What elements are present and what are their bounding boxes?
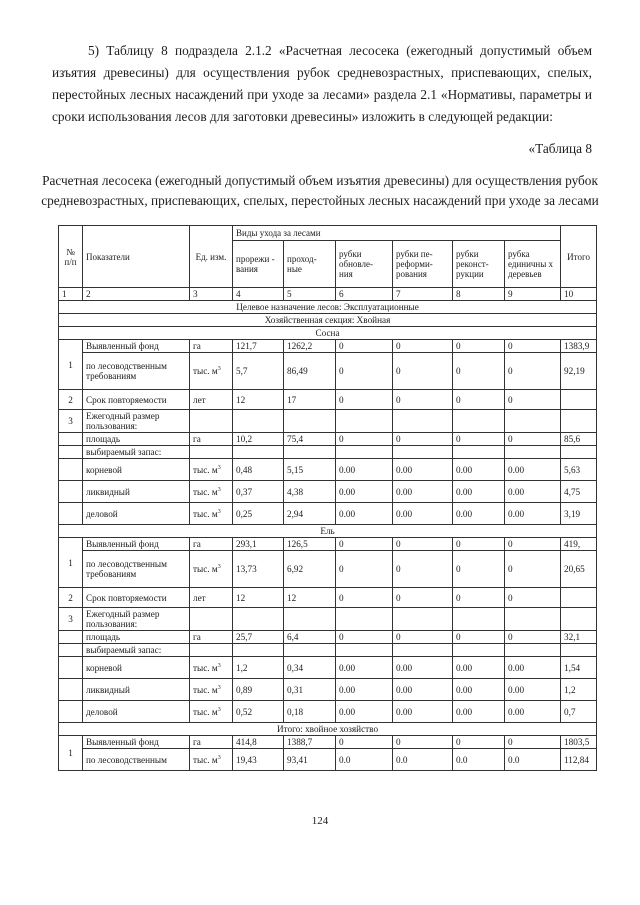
row-number <box>59 631 83 644</box>
table-row <box>59 608 597 631</box>
value-cell: 0 <box>336 433 393 446</box>
value-cell: 0 <box>505 588 561 608</box>
value-cell <box>284 446 336 459</box>
header-types: Виды ухода за лесами <box>233 226 561 241</box>
value-cell: 0.00 <box>505 679 561 701</box>
column-number: 1 <box>59 288 83 301</box>
value-cell: 0.0 <box>336 749 393 771</box>
header-total: Итого <box>561 226 597 288</box>
value-cell: 0.00 <box>393 503 453 525</box>
value-cell: 0 <box>453 588 505 608</box>
value-cell <box>561 390 597 410</box>
value-cell: 0 <box>505 631 561 644</box>
header-reform: рубки пе- реформи- рования <box>393 241 453 288</box>
table-row <box>59 410 597 433</box>
row-number <box>59 679 83 701</box>
row-label: Срок повторяемости <box>83 390 190 410</box>
value-cell: 0 <box>336 588 393 608</box>
value-cell: 0.00 <box>393 701 453 723</box>
value-cell <box>233 446 284 459</box>
table-row <box>59 588 597 608</box>
value-cell: 0 <box>336 390 393 410</box>
value-cell <box>393 608 453 631</box>
value-cell: 0 <box>393 736 453 749</box>
header-renewal: рубки обновле- ния <box>336 241 393 288</box>
column-number: 7 <box>393 288 453 301</box>
value-cell: 0 <box>336 736 393 749</box>
row-unit: тыс. $м^3$ <box>190 679 233 701</box>
value-cell: 0 <box>453 551 505 588</box>
header-single-trees: рубка единичны х деревьев <box>505 241 561 288</box>
value-cell <box>393 644 453 657</box>
row-label: Выявленный фонд <box>83 538 190 551</box>
row-label: выбираемый запас: <box>83 644 190 657</box>
value-cell: 0 <box>336 340 393 353</box>
value-cell: 0 <box>453 340 505 353</box>
table-row <box>59 353 597 390</box>
value-cell: 0.00 <box>336 481 393 503</box>
value-cell: 93,41 <box>284 749 336 771</box>
row-number <box>59 433 83 446</box>
table-row <box>59 644 597 657</box>
value-cell: 0,37 <box>233 481 284 503</box>
row-unit: га <box>190 631 233 644</box>
value-cell <box>453 410 505 433</box>
value-cell: 0 <box>393 390 453 410</box>
table-row <box>59 433 597 446</box>
section-row: Хозяйственная секция: Хвойная <box>59 314 597 327</box>
value-cell: 0 <box>393 340 453 353</box>
table-reference: «Таблица 8 <box>528 141 592 156</box>
row-label: выбираемый запас: <box>83 446 190 459</box>
group-header: Ель <box>59 525 597 538</box>
value-cell: 0.00 <box>336 459 393 481</box>
row-unit: лет <box>190 390 233 410</box>
value-cell: 0.00 <box>453 481 505 503</box>
row-label: Ежегодный размер пользования: <box>83 410 190 433</box>
value-cell: 0.00 <box>453 679 505 701</box>
row-number <box>59 446 83 459</box>
value-cell: 0 <box>453 390 505 410</box>
value-cell: 0 <box>393 588 453 608</box>
allowable-cut-table <box>58 225 597 771</box>
value-cell: 0 <box>505 433 561 446</box>
row-number: 2 <box>59 390 83 410</box>
value-cell: 86,49 <box>284 353 336 390</box>
row-number: 1 <box>59 340 83 390</box>
value-cell <box>233 644 284 657</box>
value-cell <box>393 410 453 433</box>
row-unit: лет <box>190 588 233 608</box>
value-cell: 0 <box>393 551 453 588</box>
table-caption: Расчетная лесосека (ежегодный допустимый объем изъятия древесины) для осуществления рубок средневозрастных, приспевающих, спелых, перестойных лесных насаждений при уходе за лесами <box>41 173 599 208</box>
row-unit: тыс. $м^3$ <box>190 749 233 771</box>
header-passage: проход- ные <box>284 241 336 288</box>
value-cell: 0 <box>393 631 453 644</box>
table-row <box>59 503 597 525</box>
table-row <box>59 538 597 551</box>
value-cell <box>561 410 597 433</box>
row-unit: тыс. $м^3$ <box>190 353 233 390</box>
row-unit: га <box>190 538 233 551</box>
value-cell: 0 <box>505 340 561 353</box>
row-label: по лесоводственным требованиям <box>83 551 190 588</box>
column-number: 5 <box>284 288 336 301</box>
row-number <box>59 701 83 723</box>
value-cell: 0.00 <box>505 657 561 679</box>
value-cell: 0 <box>453 433 505 446</box>
value-cell: 0 <box>505 538 561 551</box>
header-reconstruction: рубки реконст- рукции <box>453 241 505 288</box>
value-cell: 0.00 <box>505 459 561 481</box>
table-row <box>59 459 597 481</box>
value-cell: 0 <box>453 353 505 390</box>
value-cell: 0,25 <box>233 503 284 525</box>
row-unit <box>190 644 233 657</box>
row-number <box>59 481 83 503</box>
value-cell: 1,2 <box>561 679 597 701</box>
value-cell <box>505 410 561 433</box>
value-cell <box>233 410 284 433</box>
value-cell: 112,84 <box>561 749 597 771</box>
row-unit: тыс. $м^3$ <box>190 657 233 679</box>
header-thinning: прорежи - вания <box>233 241 284 288</box>
row-unit <box>190 446 233 459</box>
value-cell: 1,2 <box>233 657 284 679</box>
value-cell: 0,89 <box>233 679 284 701</box>
value-cell: 0 <box>393 433 453 446</box>
value-cell: 0.00 <box>393 481 453 503</box>
column-number: 8 <box>453 288 505 301</box>
value-cell <box>336 446 393 459</box>
row-unit: га <box>190 340 233 353</box>
row-label: корневой <box>83 459 190 481</box>
table-row <box>59 631 597 644</box>
value-cell: 0 <box>505 736 561 749</box>
value-cell: 0.0 <box>393 749 453 771</box>
value-cell <box>284 608 336 631</box>
value-cell: 0,31 <box>284 679 336 701</box>
value-cell: 0.00 <box>336 657 393 679</box>
row-label: корневой <box>83 657 190 679</box>
table-row <box>59 736 597 749</box>
row-unit: тыс. $м^3$ <box>190 503 233 525</box>
value-cell: 0,34 <box>284 657 336 679</box>
value-cell: 0.0 <box>453 749 505 771</box>
value-cell: 0 <box>453 631 505 644</box>
value-cell: 0 <box>453 736 505 749</box>
value-cell <box>505 644 561 657</box>
value-cell: 0 <box>336 551 393 588</box>
value-cell <box>505 446 561 459</box>
table-row <box>59 657 597 679</box>
row-label: Выявленный фонд <box>83 736 190 749</box>
row-unit <box>190 410 233 433</box>
value-cell: 17 <box>284 390 336 410</box>
table-row <box>59 390 597 410</box>
value-cell: 6,4 <box>284 631 336 644</box>
value-cell: 85,6 <box>561 433 597 446</box>
value-cell <box>284 644 336 657</box>
value-cell: 126,5 <box>284 538 336 551</box>
value-cell: 0.00 <box>453 701 505 723</box>
value-cell <box>336 644 393 657</box>
value-cell: 0.00 <box>453 503 505 525</box>
value-cell: 0 <box>505 390 561 410</box>
row-number <box>59 644 83 657</box>
row-number: 1 <box>59 538 83 588</box>
value-cell: 75,4 <box>284 433 336 446</box>
value-cell: 0 <box>393 538 453 551</box>
row-label: Выявленный фонд <box>83 340 190 353</box>
value-cell: 0.00 <box>505 503 561 525</box>
value-cell: 0.00 <box>453 657 505 679</box>
intro-text: 5) Таблицу 8 подраздела 2.1.2 «Расчетная лесосека (ежегодный допустимый объем изъятия древесины) для осуществления рубок средневозрастных, приспевающих, спелых, перестойных лесных насаждений при уходе за лесами» раздела 2.1 «Нормативы, параметры и сроки использования лесов для заготовки древесины» изложить в следующей редакции: <box>52 43 592 124</box>
value-cell: 3,19 <box>561 503 597 525</box>
value-cell: 0 <box>336 538 393 551</box>
value-cell <box>336 608 393 631</box>
row-number <box>59 657 83 679</box>
value-cell <box>233 608 284 631</box>
row-label: по лесоводственным <box>83 749 190 771</box>
row-number: 2 <box>59 588 83 608</box>
value-cell <box>393 446 453 459</box>
value-cell: 25,7 <box>233 631 284 644</box>
row-unit: га <box>190 433 233 446</box>
value-cell: 1262,2 <box>284 340 336 353</box>
row-unit: га <box>190 736 233 749</box>
value-cell: 0,7 <box>561 701 597 723</box>
value-cell: 0,52 <box>233 701 284 723</box>
value-cell: 20,65 <box>561 551 597 588</box>
value-cell <box>561 608 597 631</box>
row-label: Ежегодный размер пользования: <box>83 608 190 631</box>
page-number: 124 <box>311 815 329 827</box>
row-label: ликвидный <box>83 679 190 701</box>
row-unit: тыс. $м^3$ <box>190 481 233 503</box>
row-label: площадь <box>83 631 190 644</box>
value-cell <box>453 644 505 657</box>
column-number: 10 <box>561 288 597 301</box>
value-cell: 0 <box>336 631 393 644</box>
value-cell: 293,1 <box>233 538 284 551</box>
value-cell <box>284 410 336 433</box>
value-cell: 13,73 <box>233 551 284 588</box>
value-cell: 0.00 <box>505 481 561 503</box>
value-cell: 0 <box>505 551 561 588</box>
value-cell <box>561 446 597 459</box>
value-cell <box>561 588 597 608</box>
value-cell: 19,43 <box>233 749 284 771</box>
table-row <box>59 551 597 588</box>
value-cell: 0.00 <box>393 657 453 679</box>
column-number: 3 <box>190 288 233 301</box>
intro-paragraph <box>52 40 592 128</box>
value-cell: 0 <box>393 353 453 390</box>
value-cell: 5,7 <box>233 353 284 390</box>
header-no: № п/п <box>59 226 83 288</box>
value-cell <box>505 608 561 631</box>
column-number: 4 <box>233 288 284 301</box>
value-cell: 2,94 <box>284 503 336 525</box>
row-unit: тыс. $м^3$ <box>190 701 233 723</box>
value-cell: 414,8 <box>233 736 284 749</box>
row-number: 3 <box>59 608 83 631</box>
row-number <box>59 459 83 481</box>
group-header: Итого: хвойное хозяйство <box>59 723 597 736</box>
value-cell: 0.00 <box>505 701 561 723</box>
row-label: Срок повторяемости <box>83 588 190 608</box>
value-cell: 0,48 <box>233 459 284 481</box>
value-cell: 4,38 <box>284 481 336 503</box>
row-number <box>59 503 83 525</box>
row-label: ликвидный <box>83 481 190 503</box>
value-cell: 92,19 <box>561 353 597 390</box>
table-row <box>59 481 597 503</box>
value-cell: 4,75 <box>561 481 597 503</box>
row-label: деловой <box>83 701 190 723</box>
value-cell: 1388,7 <box>284 736 336 749</box>
row-number: 1 <box>59 736 83 771</box>
value-cell: 10,2 <box>233 433 284 446</box>
value-cell: 0.00 <box>336 679 393 701</box>
row-unit <box>190 608 233 631</box>
column-number: 6 <box>336 288 393 301</box>
value-cell: 1803,5 <box>561 736 597 749</box>
value-cell: 1383,9 <box>561 340 597 353</box>
header-indicators: Показатели <box>83 226 190 288</box>
group-header: Сосна <box>59 327 597 340</box>
value-cell: 5,63 <box>561 459 597 481</box>
value-cell: 1,54 <box>561 657 597 679</box>
value-cell: 0.0 <box>505 749 561 771</box>
value-cell <box>453 608 505 631</box>
header-unit: Ед. изм. <box>190 226 233 288</box>
value-cell: 0,18 <box>284 701 336 723</box>
value-cell: 12 <box>233 588 284 608</box>
value-cell: 6,92 <box>284 551 336 588</box>
table-row <box>59 679 597 701</box>
purpose-row: Целевое назначение лесов: Эксплуатационные <box>59 301 597 314</box>
value-cell: 0 <box>336 353 393 390</box>
value-cell <box>336 410 393 433</box>
value-cell <box>453 446 505 459</box>
value-cell <box>561 644 597 657</box>
value-cell: 121,7 <box>233 340 284 353</box>
row-label: деловой <box>83 503 190 525</box>
value-cell: 0.00 <box>336 701 393 723</box>
table-row <box>59 749 597 771</box>
column-number: 9 <box>505 288 561 301</box>
value-cell: 0 <box>505 353 561 390</box>
value-cell: 0.00 <box>393 679 453 701</box>
value-cell: 0.00 <box>453 459 505 481</box>
table-row <box>59 701 597 723</box>
value-cell: 0.00 <box>336 503 393 525</box>
table-row <box>59 340 597 353</box>
value-cell: 0.00 <box>393 459 453 481</box>
row-unit: тыс. $м^3$ <box>190 551 233 588</box>
value-cell: 5,15 <box>284 459 336 481</box>
value-cell: 32,1 <box>561 631 597 644</box>
row-label: по лесоводственным требованиям <box>83 353 190 390</box>
column-number: 2 <box>83 288 190 301</box>
value-cell: 12 <box>233 390 284 410</box>
row-label: площадь <box>83 433 190 446</box>
row-number: 3 <box>59 410 83 433</box>
value-cell: 419, <box>561 538 597 551</box>
value-cell: 12 <box>284 588 336 608</box>
value-cell: 0 <box>453 538 505 551</box>
row-unit: тыс. $м^3$ <box>190 459 233 481</box>
table-row <box>59 446 597 459</box>
